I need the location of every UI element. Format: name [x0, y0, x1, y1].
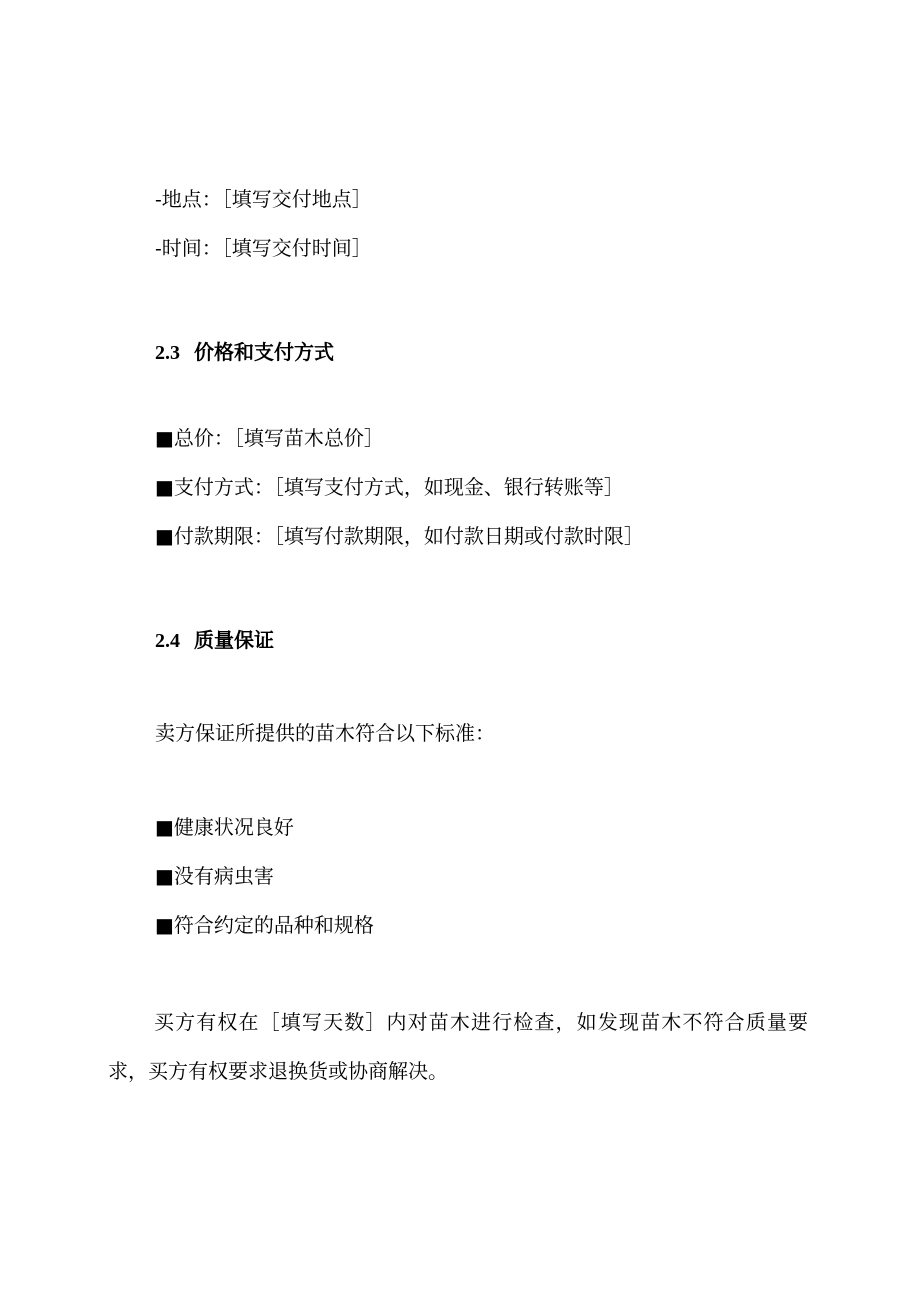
list-item-spec-compliant: ■符合约定的品种和规格 [155, 913, 374, 937]
section-heading-2-4 [155, 627, 274, 654]
quality-intro: 卖方保证所提供的苗木符合以下标准： [155, 721, 495, 745]
list-item-total-price: ■总价：［填写苗木总价］ [155, 426, 384, 450]
section-title: 价格和支付方式 [194, 340, 334, 364]
section-heading-2-3 [155, 339, 334, 366]
section-title: 质量保证 [194, 628, 274, 652]
section-number: 2.4 [155, 630, 180, 652]
list-item-payment-method: ■支付方式：［填写支付方式，如现金、银行转账等］ [155, 475, 624, 499]
delivery-time: -时间：［填写交付时间］ [155, 236, 372, 260]
inspection-paragraph: 买方有权在［填写天数］内对苗木进行检查，如发现苗木不符合质量要求，买方有权要求退换货或协商解决。 [108, 1010, 808, 1083]
list-item-payment-deadline: ■付款期限：［填写付款期限，如付款日期或付款时限］ [155, 524, 644, 548]
delivery-location: -地点：［填写交付地点］ [155, 187, 372, 211]
list-item-no-pests: ■没有病虫害 [155, 864, 274, 888]
list-item-healthy: ■健康状况良好 [155, 815, 294, 839]
section-number: 2.3 [155, 342, 180, 364]
